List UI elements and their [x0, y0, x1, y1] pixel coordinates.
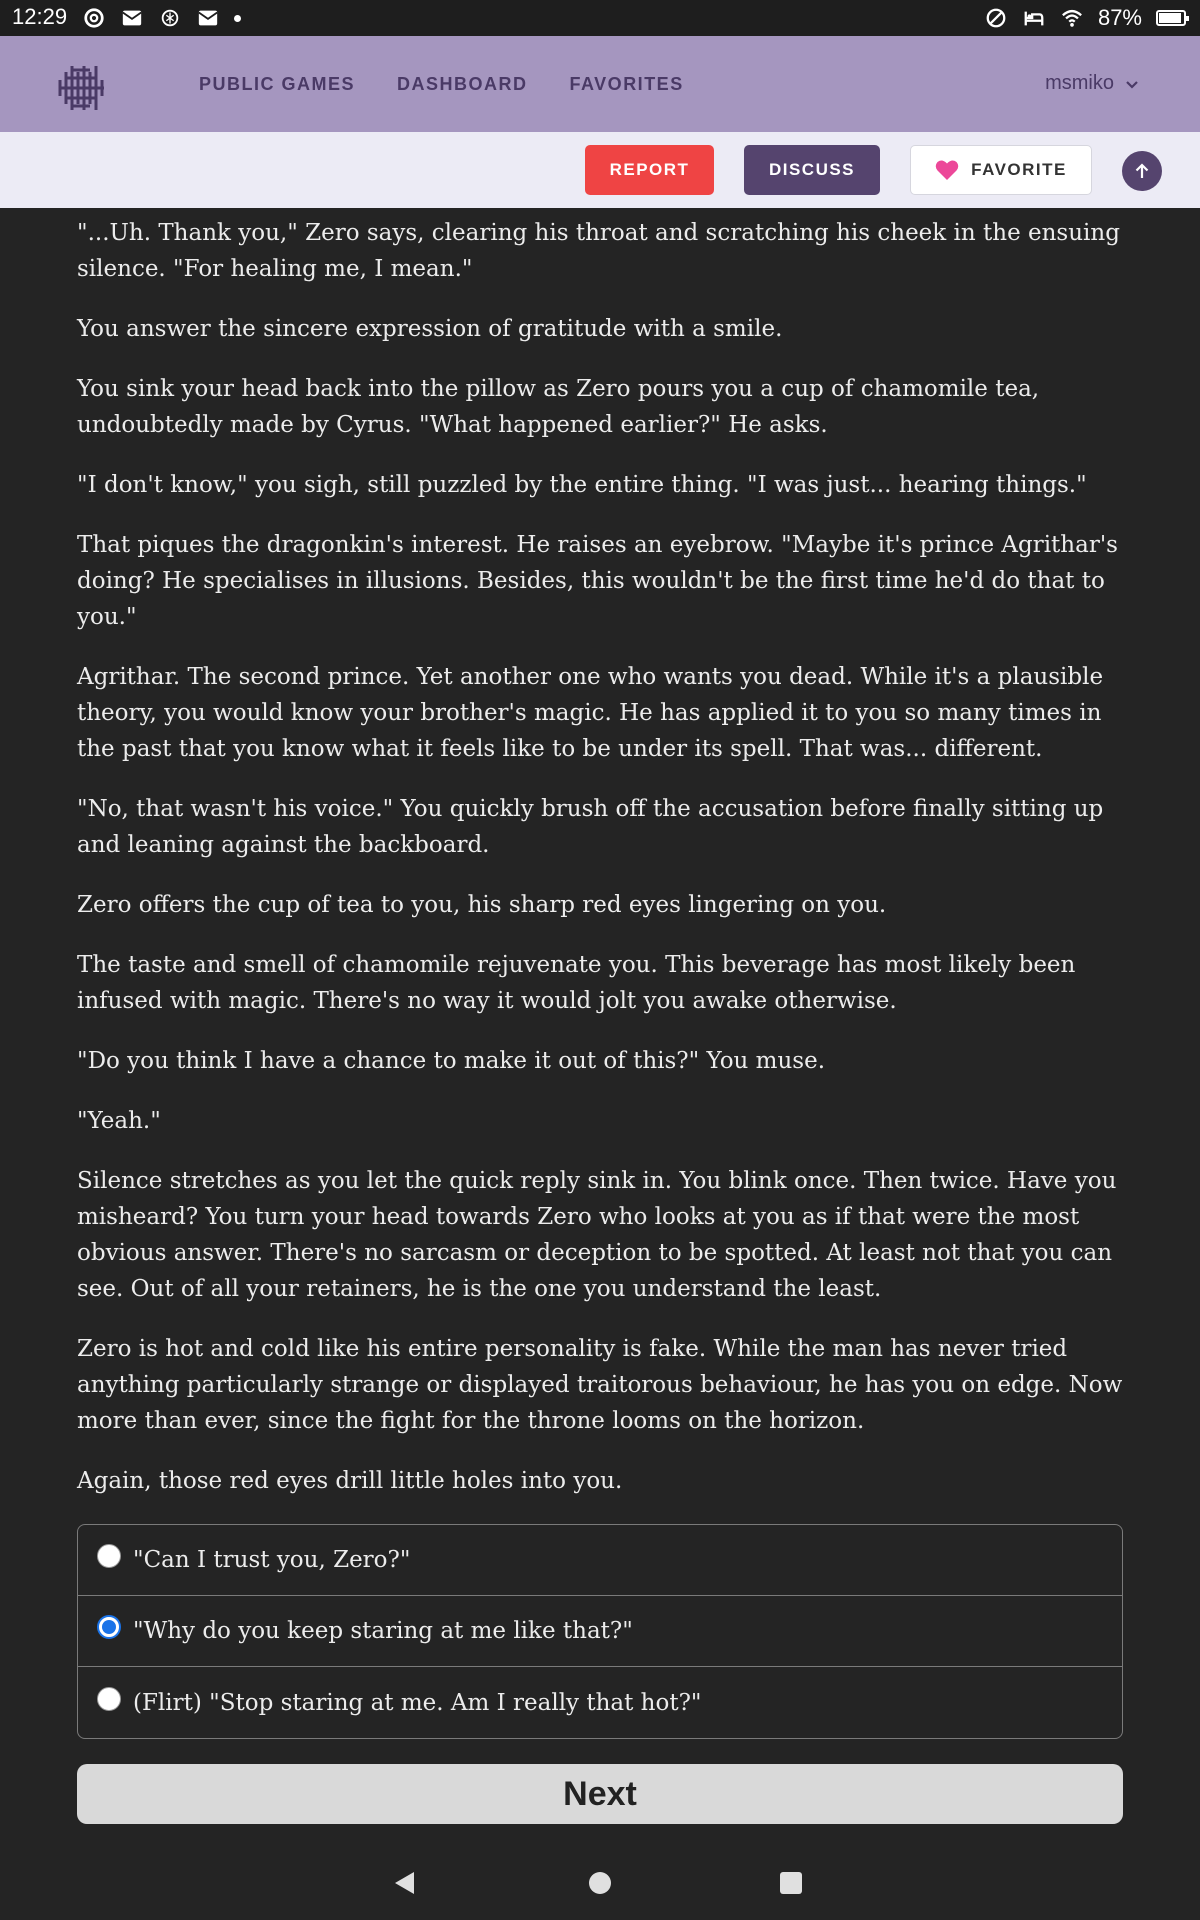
story-paragraph: That piques the dragonkin's interest. He raises an eyebrow. "Maybe it's prince Agrithar's doing? He specialises in illusions. Besides, this wouldn't be the first time he'd do that to you.": [77, 532, 1118, 630]
story-paragraph: "Do you think I have a chance to make it out of this?" You muse.: [77, 1048, 826, 1074]
username: msmiko: [1045, 72, 1114, 94]
notification-dot-icon: [234, 15, 241, 22]
sleep-mode-icon: [1022, 7, 1046, 29]
story-paragraph: Zero offers the cup of tea to you, his sharp red eyes lingering on you.: [77, 892, 887, 918]
favorite-label: FAVORITE: [971, 160, 1067, 179]
choice-option-1[interactable]: [78, 1525, 1122, 1596]
battery-icon: [1156, 10, 1186, 26]
do-not-disturb-icon: [984, 7, 1008, 29]
story-paragraph: Silence stretches as you let the quick reply sink in. You blink once. Then twice. Have you misheard? You turn your head towards Zero who looks at you as if that were the most obvious answer. There's no sarcasm or deception to be spotted. At least not that you can see. Out of all your retainers, he is the one you understand the least.: [77, 1168, 1117, 1302]
system-nav-bar: [0, 1846, 1200, 1920]
nav-public-games[interactable]: PUBLIC GAMES: [199, 74, 356, 94]
status-bar: [0, 0, 1200, 36]
nav-links: [199, 74, 684, 95]
story-paragraph: Again, those red eyes drill little holes into you.: [77, 1468, 623, 1494]
next-button[interactable]: Next: [77, 1764, 1123, 1824]
top-nav: [0, 36, 1200, 132]
choice-radio-1[interactable]: [97, 1544, 121, 1568]
story-paragraph: You sink your head back into the pillow as Zero pours you a cup of chamomile tea, undoubtedly made by Cyrus. "What happened earlier?" He asks.: [77, 376, 1040, 438]
battery-percent: 87%: [1097, 5, 1142, 30]
heart-icon: [935, 159, 959, 181]
recents-icon[interactable]: [780, 1872, 802, 1894]
choice-list: [77, 1524, 1123, 1739]
story-paragraph: The taste and smell of chamomile rejuvenate you. This beverage has most likely been infused with magic. There's no way it would jolt you awake otherwise.: [77, 952, 1076, 1014]
favorite-button[interactable]: [910, 145, 1092, 195]
story-text: [77, 215, 1127, 1523]
user-menu[interactable]: [1045, 72, 1140, 95]
story-paragraph: "No, that wasn't his voice." You quickly brush off the accusation before finally sitting up and leaning against the backboard.: [77, 796, 1104, 858]
wifi-icon: [1060, 7, 1084, 29]
story-paragraph: Agrithar. The second prince. Yet another one who wants you dead. While it's a plausible theory, you would know your brother's magic. He has applied it to you so many times in the past that you know what it feels like to be under its spell. That was... different.: [77, 664, 1104, 762]
threads-icon: [82, 7, 106, 29]
system-icons: [984, 5, 1186, 31]
home-icon[interactable]: [589, 1872, 611, 1894]
discuss-button[interactable]: DISCUSS: [744, 145, 880, 195]
nav-dashboard[interactable]: DASHBOARD: [397, 74, 528, 94]
story-paragraph: "Yeah.": [77, 1108, 161, 1134]
report-button[interactable]: REPORT: [585, 145, 714, 195]
choice-label-1: "Can I trust you, Zero?": [133, 1547, 411, 1573]
scroll-top-button[interactable]: [1122, 151, 1162, 191]
choice-radio-2[interactable]: [97, 1615, 121, 1639]
choice-option-3[interactable]: [78, 1667, 1122, 1738]
maze-logo-icon[interactable]: [56, 62, 108, 114]
story-paragraph: "...Uh. Thank you," Zero says, clearing his throat and scratching his cheek in the ensuing silence. "For healing me, I mean.": [77, 220, 1120, 282]
chevron-down-icon: [1124, 76, 1140, 92]
notification-icons: [82, 7, 241, 29]
story-paragraph: "I don't know," you sigh, still puzzled by the entire thing. "I was just... hearing things.": [77, 472, 1087, 498]
choice-radio-3[interactable]: [97, 1687, 121, 1711]
arrow-up-icon: [1133, 162, 1151, 180]
chatgpt-icon: [158, 7, 182, 29]
choice-label-2: "Why do you keep staring at me like that?": [133, 1618, 633, 1644]
back-icon[interactable]: [392, 1870, 416, 1896]
story-paragraph: You answer the sincere expression of gratitude with a smile.: [77, 316, 783, 342]
choice-option-2[interactable]: [78, 1596, 1122, 1667]
story-paragraph: Zero is hot and cold like his entire personality is fake. While the man has never tried anything particularly strange or displayed traitorous behaviour, he has you on edge. Now more than ever, since the fight for the throne looms on the horizon.: [77, 1336, 1123, 1434]
action-bar: [0, 132, 1200, 208]
gmail-icon: [120, 7, 144, 29]
nav-favorites[interactable]: FAVORITES: [569, 74, 684, 94]
mail-icon: [196, 7, 220, 29]
status-time: 12:29: [12, 4, 68, 29]
choice-label-3: (Flirt) "Stop staring at me. Am I really that hot?": [133, 1689, 702, 1716]
